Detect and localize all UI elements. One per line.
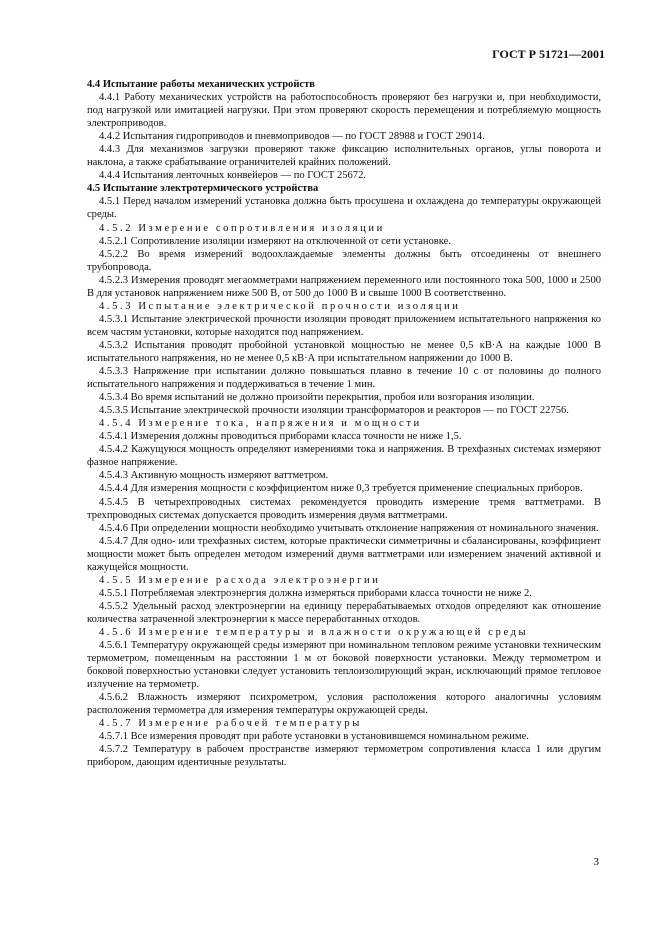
paragraph: 4.5.6.2 Влажность измеряют психрометром, условия расположения которого аналогичны условиям расположения термометра для измерения температуры окружающей среды. xyxy=(87,692,601,717)
paragraph: 4.5.3.4 Во время испытаний не должно произойти перекрытия, пробоя или возгорания изоляции. xyxy=(99,392,535,404)
subsection-heading: 4.5.4 Измерение тока, напряжения и мощности xyxy=(99,418,422,430)
body-text xyxy=(87,78,601,769)
paragraph: 4.5.4.3 Активную мощность измеряют ваттметром. xyxy=(99,470,329,482)
paragraph: 4.4.4 Испытания ленточных конвейеров — по ГОСТ 25672. xyxy=(99,170,366,182)
section-heading: 4.5 Испытание электротермического устройства xyxy=(87,183,319,195)
paragraph: 4.5.2.3 Измерения проводят мегаомметрами напряжением переменного или постоянного тока 500, 1000 и 2500 В для установок напряжением ниже 500 В, от 500 до 1000 В и свыше 1000 В соответственно. xyxy=(87,274,601,299)
standard-code-header: ГОСТ Р 51721—2001 xyxy=(492,47,605,61)
paragraph: 4.5.4.7 Для одно- или трехфазных систем, которые практически симметричны и сбалансированы, коэффициент мощности может быть определен методом измерений двумя ваттметрами или измерением значений активной и кажущейся мощности. xyxy=(87,535,601,573)
subsection-heading: 4.5.2 Измерение сопротивления изоляции xyxy=(99,222,385,234)
paragraph: 4.5.3.3 Напряжение при испытании должно повышаться плавно в течение 10 с от половины до полного испытательного напряжения и поддерживаться в течение 1 мин. xyxy=(87,366,601,391)
paragraph: 4.5.2.1 Сопротивление изоляции измеряют на отключенной от сети установке. xyxy=(99,235,451,247)
subsection-heading: 4.5.6 Измерение температуры и влажности окружающей среды xyxy=(99,626,529,638)
paragraph: 4.4.2 Испытания гидроприводов и пневмоприводов — по ГОСТ 28988 и ГОСТ 29014. xyxy=(99,131,485,143)
paragraph: 4.5.3.5 Испытание электрической прочности изоляции трансформаторов и реакторов — по ГОСТ 22756. xyxy=(99,405,569,417)
subsection-heading: 4.5.3 Испытание электрической прочности изоляции xyxy=(99,300,461,312)
paragraph: 4.5.4.6 При определении мощности необходимо учитывать отклонение напряжения от номинального значения. xyxy=(99,522,599,534)
paragraph: 4.4.1 Работу механических устройств на работоспособность проверяют без нагрузки и, при необходимости, под нагрузкой или имитацией нагрузки. При этом проверяют скорость перемещения и потребляемую мощность электроприводов. xyxy=(87,92,601,130)
paragraph: 4.5.4.1 Измерения должны проводиться приборами класса точности не ниже 1,5. xyxy=(99,431,462,443)
paragraph: 4.5.2.2 Во время измерений водоохлаждаемые элементы должны быть отсоединены от внешнего трубопровода. xyxy=(87,248,601,273)
paragraph: 4.4.3 Для механизмов загрузки проверяют также фиксацию исполнительных органов, углы поворота и наклона, а также срабатывание ограничителей крайних положений. xyxy=(87,144,601,169)
paragraph: 4.5.4.4 Для измерения мощности с коэффициентом ниже 0,3 требуется применение специальных приборов. xyxy=(99,483,583,495)
paragraph: 4.5.3.2 Испытания проводят пробойной установкой мощностью не менее 0,5 кВ·А на каждые 1000 В испытательного напряжения, но не менее 0,5 кВ·А при испытательном напряжении до 1000 В. xyxy=(87,339,601,364)
paragraph: 4.5.5.2 Удельный расход электроэнергии на единицу перерабатываемых отходов определяют как отношение количества затраченной электроэнергии к массе переработанных отходов. xyxy=(87,600,601,625)
paragraph: 4.5.5.1 Потребляемая электроэнергия должна измеряться приборами класса точности не ниже 2. xyxy=(99,587,532,599)
paragraph: 4.5.1 Перед началом измерений установка должна быть просушена и охлаждена до температуры окружающей среды. xyxy=(87,196,601,221)
paragraph: 4.5.6.1 Температуру окружающей среды измеряют при номинальном тепловом режиме установки техническим термометром, помещенным на расстоянии 1 м от боковой поверхности установки. Между термометром и боковой поверхностью установки следует установить теплоизолирующий экран, исключающий прямое тепловое излучение на термометр. xyxy=(87,640,601,691)
page-number: 3 xyxy=(593,856,599,868)
section-heading: 4.4 Испытание работы механических устройств xyxy=(87,79,315,90)
paragraph: 4.5.7.1 Все измерения проводят при работе установки в установившемся номинальном режиме. xyxy=(99,731,529,743)
paragraph: 4.5.4.2 Кажущуюся мощность определяют измерениями тока и напряжения. В трехфазных системах измеряют фазное напряжение. xyxy=(87,444,601,469)
paragraph: 4.5.3.1 Испытание электрической прочности изоляции проводят приложением испытательного напряжения ко всем частям установки, которые находятся под напряжением. xyxy=(87,313,601,338)
subsection-heading: 4.5.7 Измерение рабочей температуры xyxy=(99,718,362,730)
paragraph: 4.5.4.5 В четырехпроводных системах рекомендуется проводить измерение тремя ваттметрами. В трехпроводных системах допускается проводить измерения двумя ваттметрами. xyxy=(87,496,601,521)
paragraph: 4.5.7.2 Температуру в рабочем пространстве измеряют термометром сопротивления класса 1 или другим прибором, дающим идентичные результаты. xyxy=(87,744,601,769)
subsection-heading: 4.5.5 Измерение расхода электроэнергии xyxy=(99,574,381,586)
